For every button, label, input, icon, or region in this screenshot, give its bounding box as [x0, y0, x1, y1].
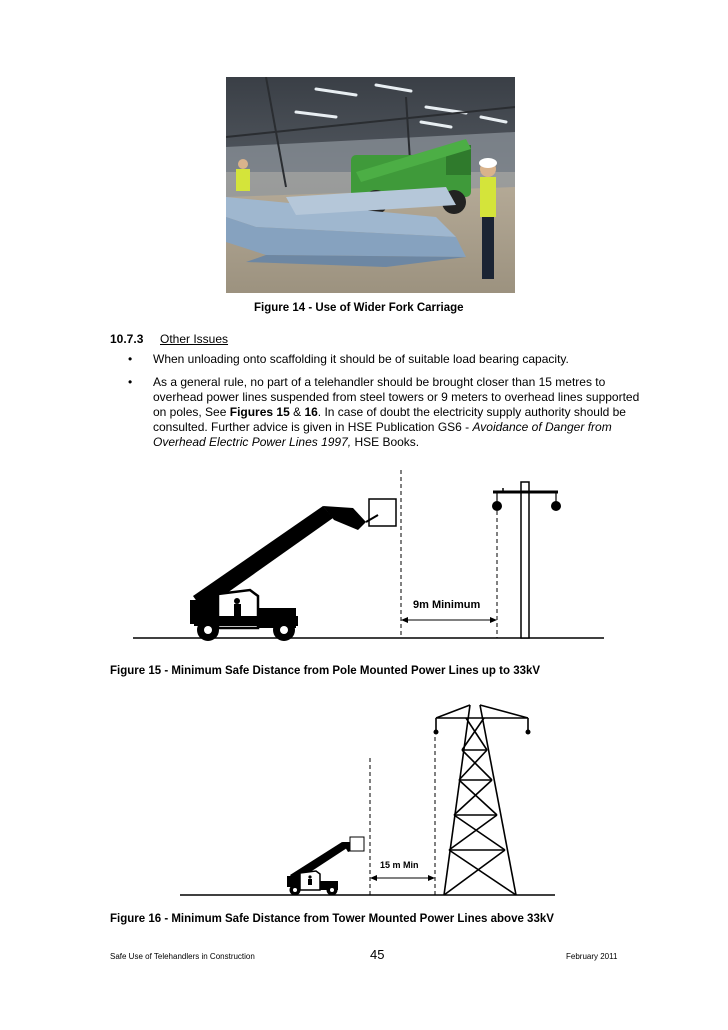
footer-document-title: Safe Use of Telehandlers in Construction	[110, 952, 255, 961]
page-number: 45	[370, 947, 385, 962]
publication-title: Avoidance of Danger from Overhead Electric Power Lines 1997,	[153, 420, 612, 449]
figure-16-caption: Figure 16 - Minimum Safe Distance from Tower Mounted Power Lines above 33kV	[110, 913, 554, 925]
bullet-power-lines-text	[153, 375, 643, 450]
section-number: 10.7.3	[110, 332, 144, 346]
bullet-text-part: . In case of doubt the electricity supply authority should be consulted. Further advice is given in HSE Publication GS6 -	[153, 405, 626, 434]
figure-15-caption: Figure 15 - Minimum Safe Distance from Pole Mounted Power Lines up to 33kV	[110, 665, 541, 677]
bullet-marker: •	[128, 375, 133, 389]
figure-reference: Figures 15	[229, 405, 290, 419]
figure-14-caption: Figure 14 - Use of Wider Fork Carriage	[254, 302, 464, 314]
distance-label: 15 m Min	[380, 860, 419, 870]
bullet-text-part: As a general rule, no part of a telehandler should be brought closer than 15 metres to overhead power lines suspended from steel towers or 9 meters to overhead lines supported on poles, See	[153, 375, 640, 419]
footer-date: February 2011	[566, 952, 618, 961]
telehandler-icon	[287, 837, 364, 896]
warehouse-telehandler-photo	[226, 77, 515, 293]
transmission-tower-icon	[436, 705, 528, 895]
figure-16-diagram	[170, 700, 610, 905]
bullet-marker: •	[128, 352, 133, 366]
figure-reference: 16	[304, 405, 318, 419]
bullet-text-part: HSE Books.	[351, 435, 420, 449]
bullet-scaffolding-text: When unloading onto scaffolding it should be of suitable load bearing capacity.	[153, 352, 569, 366]
section-title: Other Issues	[160, 332, 229, 346]
power-pole-icon	[492, 482, 561, 638]
bullet-text-part: &	[289, 405, 305, 419]
distance-label: 9m Minimum	[413, 599, 481, 611]
figure-15-diagram	[108, 470, 618, 650]
telehandler-icon	[190, 499, 396, 641]
